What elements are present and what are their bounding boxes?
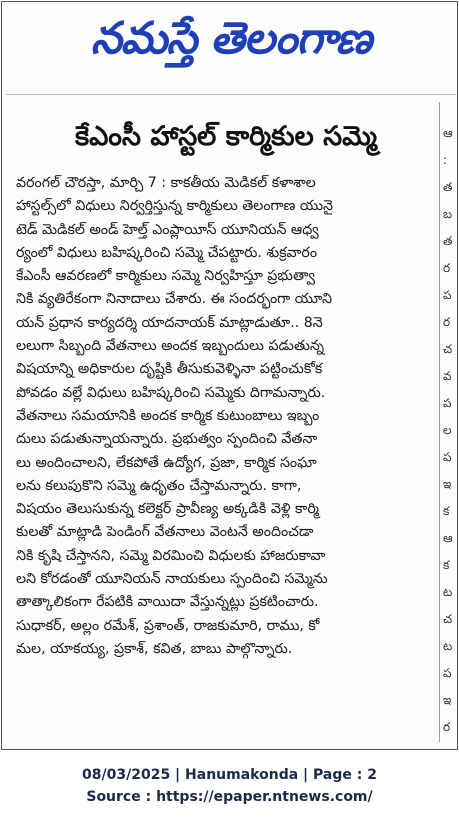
fragment-char: క [443,504,450,518]
footer-date-edition: 08/03/2025 | Hanumakonda | Page : 2 [82,767,377,783]
fragment-char: ల [443,423,452,437]
article-line: తాత్కాలికంగా రేపటికి వాయిదా వేస్తున్నట్లు ప్రకటించారు. [16,594,319,611]
article-line: ర్యంలో విధులు బహిష్కరించి సమ్మె చేపట్టారు. శుక్రవారం [16,244,318,261]
article-line: వరంగల్ చౌరస్తా, మార్చి 7 : కాకతీయ మెడికల్ కళాశాల [16,175,316,191]
masthead-divider [6,94,456,95]
fragment-char: ఇ [443,477,452,491]
fragment-char: ప [443,666,452,680]
article-line: లలుగా సిబ్బంది వేతనాలు అందక ఇబ్బందులు పడుతున్న [16,338,325,355]
fragment-char: క [443,558,450,572]
article-line: లను కలుపుకొని సమ్మె ఉధృతం చేస్తామన్నారు. కాగా, [16,477,302,494]
fragment-char: ర [443,261,451,275]
article-line: నికి కృషి చేస్తానని, సమ్మె విరమించి విధులకు హాజరుకావా [16,547,326,564]
footer-source-link[interactable]: Source : https://epaper.ntnews.com/ [86,789,373,805]
fragment-char: ప [443,288,452,302]
fragment-char: ప [443,450,452,464]
fragment-char: త [443,234,453,248]
article-line: టెడ్ మెడికల్ అండ్ హెల్త్ ఎంప్లాయీస్ యూనియన్ ఆధ్వ [16,221,319,238]
fragment-char: చ [443,342,453,356]
fragment-char: ర [443,720,451,734]
masthead-title: నమస్తే తెలంగాణ [90,13,372,64]
article-line: నికి వ్యతిరేకంగా నినాదాలు చేశారు. ఈ సందర్భంగా యూని [16,291,332,308]
column-divider [439,102,440,742]
masthead [16,8,446,80]
fragment-char: ట [443,585,453,599]
article-headline: కేఎంసీ హాస్టల్ కార్మికుల సమ్మె [75,121,377,152]
article-line: పోవడం వల్లే విధులు బహిష్కరించి సమ్మెకు దిగామన్నారు. [16,384,326,401]
article-line: లని కోరడంతో యూనియన్ నాయకులు స్పందించి సమ్మెను [16,571,328,588]
article-line: సుధాకర్, అల్లం రమేశ్, ప్రశాంత్, రాజకుమారి, రాము, కో [16,617,320,634]
fragment-char: : [443,153,448,167]
fragment-char: ఇ [443,693,452,707]
source-footer [0,764,459,808]
fragment-char: చ [443,612,453,626]
fragment-char: ర [443,315,451,329]
fragment-char: త [443,180,453,194]
article-line: విషయాన్ని అధికారుల దృష్టికి తీసుకువెళ్ళినా పట్టించుకోక [16,361,323,378]
article-line: లు అందించాలని, లేకపోతే ఉద్యోగ, ప్రజా, కార్మిక సంఘా [16,454,317,471]
adjacent-column-fragments [443,120,457,741]
article-line: కులతో మాట్లాడి పెండింగ్ వేతనాలు వెంటనే అందించడా [16,524,314,541]
fragment-char: బ [443,207,453,221]
article-line: మల, యాకయ్య, ప్రకాశ్, కవిత, బాబు పాల్గొన్నారు. [16,640,293,657]
fragment-char: ఆ [443,531,453,545]
article-line: కేఎంసీ ఆవరణలో కార్మికులు సమ్మె నిర్వహిస్తూ ప్రభుత్వా [16,268,315,285]
newspaper-clipping [1,1,458,750]
article-body [16,172,434,661]
fragment-char: ఆ [443,126,453,140]
article-line: యన్ ప్రధాన కార్యదర్శి యాదనాయక్ మాట్లాడుతూ.. 8నె [16,314,323,331]
fragment-char: ట [443,639,453,653]
article-line: హాస్టల్స్‌లో విధులు నిర్వర్తిస్తున్న కార్మికులు తెలంగాణ యునై [16,198,333,215]
article-line: విషయం తెలుసుకున్న కలెక్టర్ ప్రావీణ్య అక్కడికి వెళ్లి కార్మి [16,501,319,518]
fragment-char: వ [443,369,452,383]
article-line: వేతనాలు సమయానికి అందక కార్మిక కుటుంబాలు ఇబ్బం [16,407,320,424]
fragment-char: ప [443,396,452,410]
article-line: దులు పడుతున్నాయన్నారు. ప్రభుత్వం స్పందించి వేతనా [16,431,318,448]
